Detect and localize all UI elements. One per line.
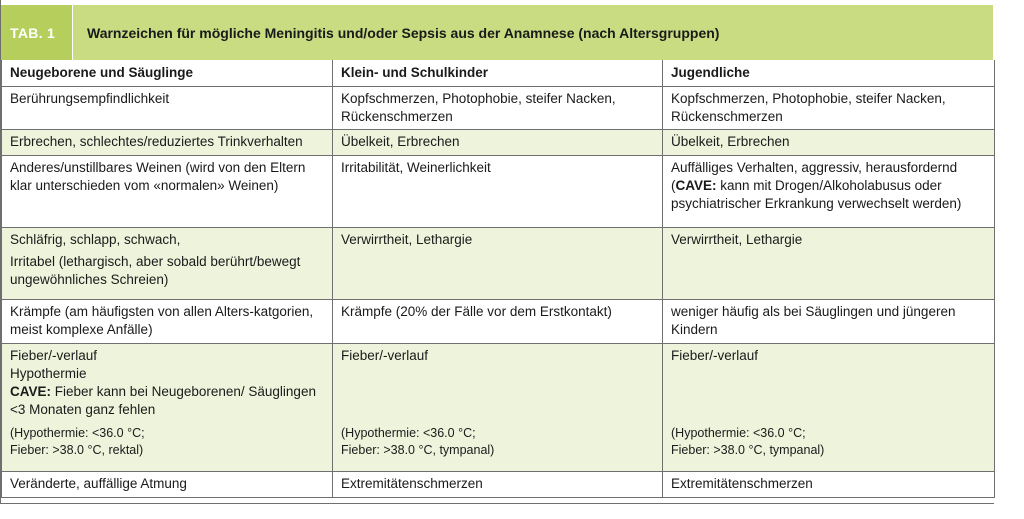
cave-label: CAVE: (10, 384, 52, 399)
cell-text: Schläfrig, schlapp, schwach, (10, 232, 181, 247)
table-cell (333, 344, 663, 472)
table-row (2, 472, 995, 498)
cell-note: (Hypothermie: <36.0 °C; (671, 426, 806, 440)
table-cell: Irritabilität, Weinerlichkeit (333, 156, 663, 228)
table-cell: Kopfschmerzen, Photophobie, steifer Nacken, Rückenschmerzen (663, 87, 995, 130)
table-number: TAB. 1 (10, 24, 56, 41)
table-cell: Kopfschmerzen, Photophobie, steifer Nacken, Rückenschmerzen (333, 87, 663, 130)
cell-text: Irritabel (lethargisch, aber sobald berührt/bewegt ungewöhnliches Schreien) (10, 254, 301, 287)
table-cell (2, 228, 333, 300)
table-cell: Extremitätenschmerzen (333, 472, 663, 498)
table-cell: Berührungsempfindlichkeit (2, 87, 333, 130)
table-cell: Verwirrtheit, Lethargie (333, 228, 663, 300)
table-cell (663, 156, 995, 228)
cell-note: Fieber: >38.0 °C, rektal) (10, 443, 144, 457)
cell-text: Hypothermie (10, 366, 87, 381)
table-cell: Anderes/unstillbares Weinen (wird von den Eltern klar unterschieden vom «normalen» Weinen) (2, 156, 333, 228)
cell-text: Fieber kann bei Neugeborenen/ Säuglingen <3 Monaten ganz fehlen (10, 384, 316, 417)
table-row (2, 87, 995, 130)
table-row (2, 228, 995, 300)
column-header-adolescents: Jugendliche (663, 60, 995, 87)
table-row (2, 344, 995, 472)
table-cell (663, 344, 995, 472)
cave-label: CAVE: (675, 178, 717, 193)
table-cell: Extremitätenschmerzen (663, 472, 995, 498)
table-cell: Erbrechen, schlechtes/reduziertes Trinkverhalten (2, 130, 333, 156)
table-cell: Veränderte, auffällige Atmung (2, 472, 333, 498)
warning-signs-table (1, 60, 995, 498)
table-cell: weniger häufig als bei Säuglingen und jüngeren Kindern (663, 300, 995, 344)
table-cell: Krämpfe (am häufigsten von allen Alters-katgorien, meist komplexe Anfälle) (2, 300, 333, 344)
table-cell: Verwirrtheit, Lethargie (663, 228, 995, 300)
column-header-newborns: Neugeborene und Säuglinge (2, 60, 333, 87)
cell-note: (Hypothermie: <36.0 °C; (341, 426, 476, 440)
cell-note: Fieber: >38.0 °C, tympanal) (341, 443, 495, 457)
cell-text: Fieber/-verlauf (10, 348, 98, 363)
column-header-children: Klein- und Schulkinder (333, 60, 663, 87)
cell-text: ( (671, 178, 676, 193)
column-header-row (2, 60, 995, 87)
table-cell: Übelkeit, Erbrechen (333, 130, 663, 156)
cell-text: Fieber/-verlauf (671, 348, 759, 363)
table-row (2, 130, 995, 156)
table-row (2, 156, 995, 228)
cell-text: Fieber/-verlauf (341, 348, 429, 363)
cell-text: kann mit Drogen/Alkoholabusus oder psychiatrischer Erkrankung verwechselt werden) (671, 178, 962, 211)
table-title: Warnzeichen für mögliche Meningitis und/oder Sepsis aus der Anamnese (nach Altersgruppen) (72, 5, 993, 60)
cell-note: (Hypothermie: <36.0 °C; (10, 426, 145, 440)
table-cell: Übelkeit, Erbrechen (663, 130, 995, 156)
table-cell (2, 344, 333, 472)
cell-text: Auffälliges Verhalten, aggressiv, herausfordernd (671, 160, 958, 175)
table-row (2, 300, 995, 344)
cell-note: Fieber: >38.0 °C, tympanal) (671, 443, 825, 457)
table-header (1, 5, 993, 60)
table-cell: Krämpfe (20% der Fälle vor dem Erstkontakt) (333, 300, 663, 344)
